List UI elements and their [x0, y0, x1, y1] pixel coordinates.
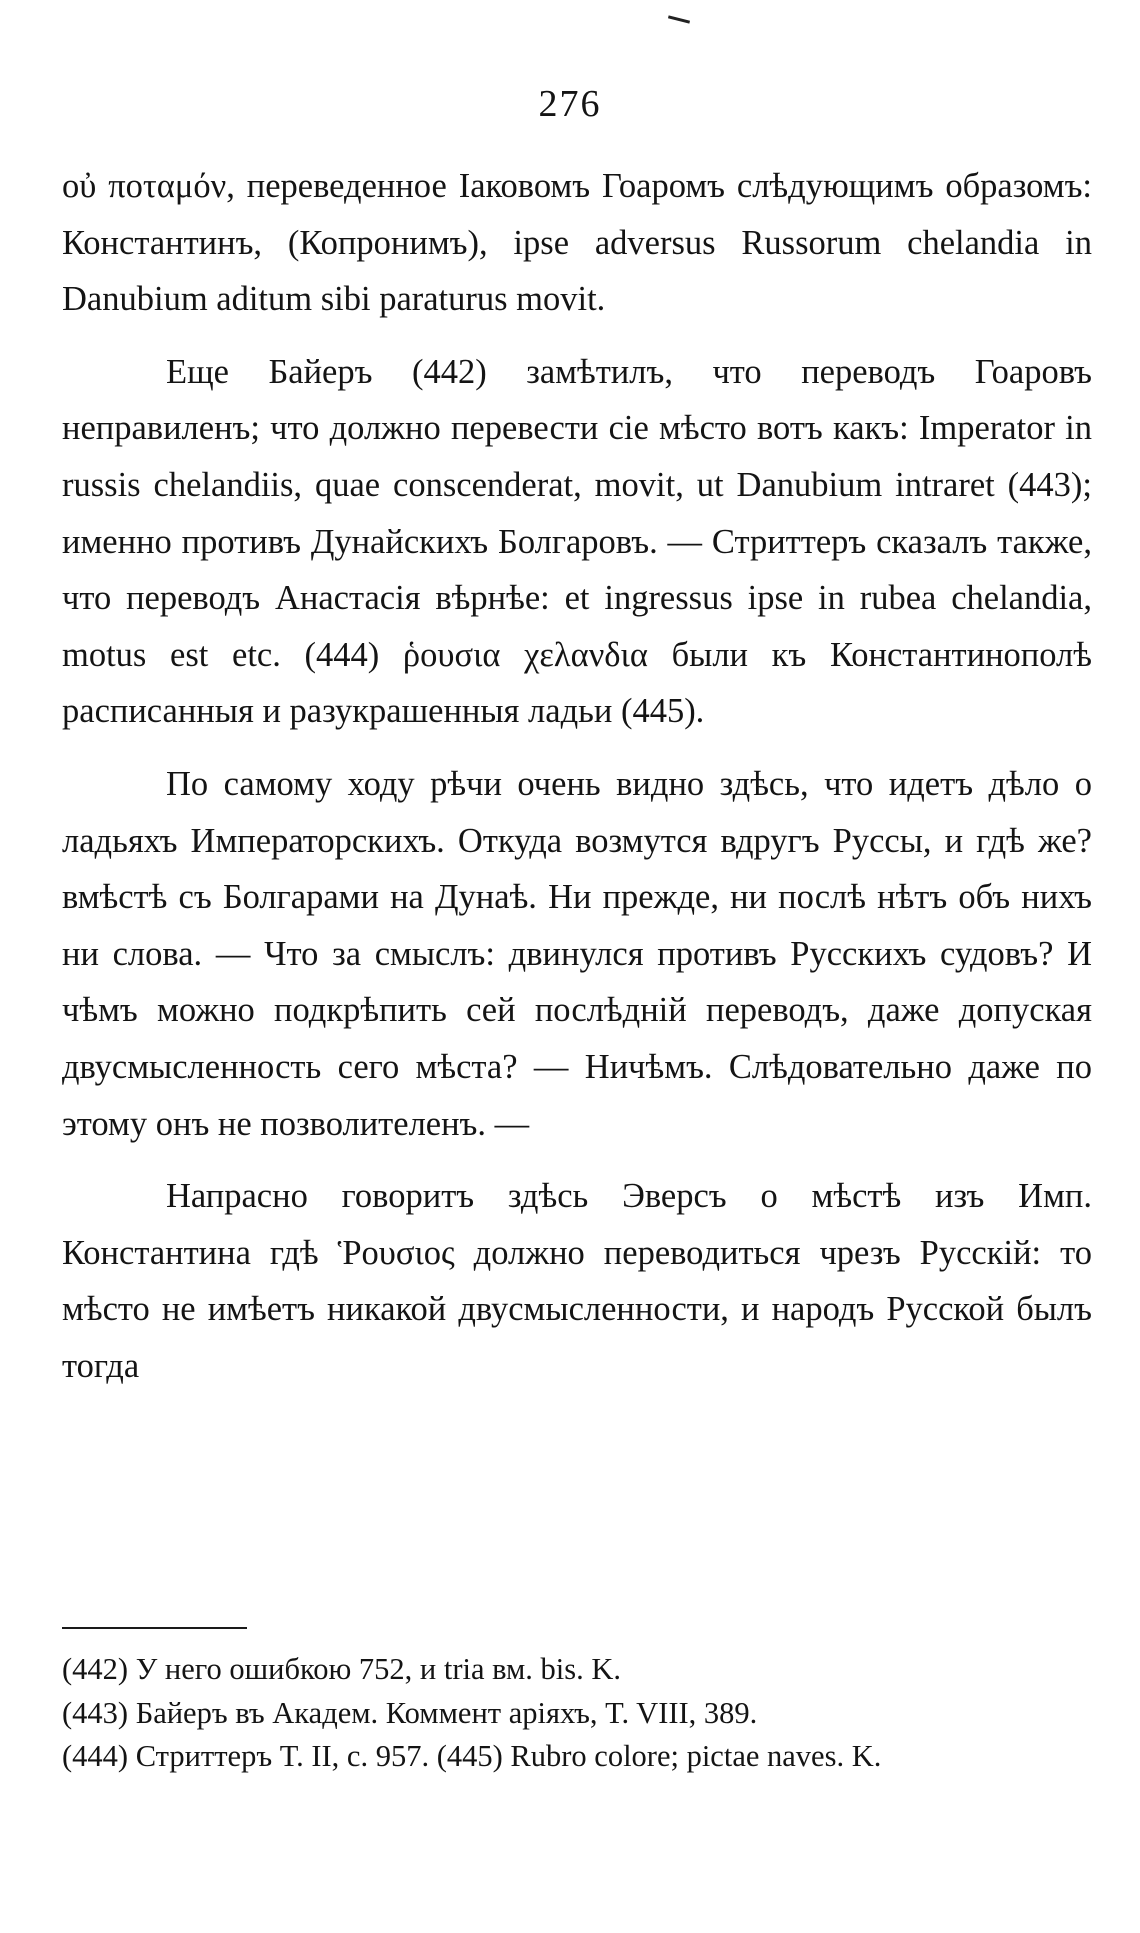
- footnote-442: (442) У него ошибкою 752, и tria вм. bis. K.: [62, 1652, 622, 1686]
- paragraph-4: Напрасно говоритъ здѣсь Эверсъ о мѣстѣ изъ Имп. Константина гдѣ Ῥουσιος должно переводиться чрезъ Русскій: то мѣсто не имѣетъ никакой двусмысленности, и народъ Русской былъ тогда: [62, 1177, 1092, 1385]
- paragraph-3: По самому ходу рѣчи очень видно здѣсь, что идетъ дѣло о ладьяхъ Императорскихъ. Откуда возмутся вдругъ Руссы, и гдѣ же? вмѣстѣ съ Болгарами на Дунаѣ. Ни прежде, ни послѣ нѣтъ объ нихъ ни слова. — Что за смыслъ: двинулся противъ Русскихъ судовъ? И чѣмъ можно подкрѣпить сей послѣдній переводъ, даже допуская двусмысленность сего мѣста? — Ничѣмъ. Слѣдовательно даже по этому онъ не позволителенъ. —: [62, 764, 1092, 1143]
- paragraph-1: οὐ ποταμόν, переведенное Іаковомъ Гоаромъ слѣдующимъ образомъ: Константинъ, (Копронимъ), ipse adversus Russorum chelandia in Danubium aditum sibi paraturus movit.: [62, 167, 1092, 319]
- footnotes: [62, 1648, 1092, 1779]
- page-number: 276: [538, 83, 602, 125]
- footnote-444-445: (444) Стриттеръ T. II, c. 957. (445) Rubro colore; pictae naves. K.: [62, 1739, 882, 1773]
- paragraph-2: Еще Байеръ (442) замѣтилъ, что переводъ Гоаровъ неправиленъ; что должно перевести сіе мѣсто вотъ какъ: Imperator in russis chelandiis, quae conscenderat, movit, ut Danubium intraret (443); именно противъ Дунайскихъ Болгаровъ. — Стриттеръ сказалъ также, что переводъ Анастасія вѣрнѣе: et ingressus ipse in rubea chelandia, motus est etc. (444) ῥουσια χελανδια были къ Константинополѣ расписанныя и разукрашенныя ладьи (445).: [62, 352, 1092, 731]
- footnote-divider: [62, 1627, 247, 1629]
- scan-mark: [668, 15, 690, 23]
- footnote-443: (443) Байеръ въ Академ. Коммент аріяхъ, T. VIII, 389.: [62, 1695, 758, 1730]
- main-text: [62, 158, 1092, 1394]
